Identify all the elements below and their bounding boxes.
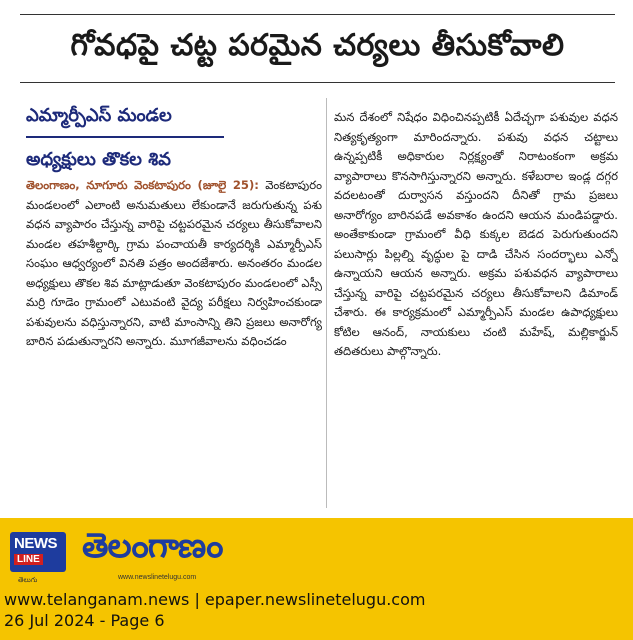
left-column-text: వెంకటాపురం మండలంలో ఎలాంటి అనుమతులు లేకుండానే జరుగుతున్న పశు వధన వ్యాపారం చేస్తున్న వారిపై చట్టపరమైన చర్యలు తీసుకోవాలని మండల తహశీల్దార్కి గ్రామ పంచాయతీ కార్యదర్శికి ఎమ్మార్పీఎస్ సంఘం ఆధ్వర్యంలో వినతి పత్రం అందజేశారు. అనంతరం మండల అధ్యక్షులు తొకల శివ మాట్లాడుతూ వెంకటాపురం మండలంలో ఎస్సీ మర్రి గూడెం గ్రామంలో ఎటువంటి వైద్య పరీక్షలు నిర్వహించకుండా పశువులను వధిస్తున్నారని, వాటి మాంసాన్ని తిని ప్రజలు అనారోగ్య బారిన పడుతున్నారని అన్నారు. మూగజీవాలను వధించడం [26, 178, 322, 348]
logo-url: www.newslinetelugu.com [118, 574, 197, 581]
newsline-logo[interactable] [10, 532, 66, 572]
headline-rule [20, 82, 615, 83]
subheading-line2: అధ్యక్షులు తొకల శివ [26, 149, 171, 170]
right-column [334, 108, 618, 506]
subheading [26, 98, 326, 178]
logo-news-text: NEWS [14, 535, 57, 552]
news-article [20, 14, 618, 506]
footer-banner [0, 518, 633, 640]
subheading-bar [26, 136, 224, 138]
headline: గోవధపై చట్ట పరమైన చర్యలు తీసుకోవాలి [70, 28, 565, 63]
right-column-text: మన దేశంలో నిషేధం విధించినప్పటికీ ఏదేచ్ఛగా పశువుల వధన నిత్యకృత్యంగా మారిందన్నారు. పశువు వధన చట్టాలు ఉన్నప్పటికీ అధికారుల నిర్లక్ష్యంతో నిరాటంకంగా అక్రమ వ్యాపారాలు కొనసాగిస్తున్నారని అన్నారు. కళేబరాల ఇండ్ల దగ్గర వదలటంతో దుర్వాసన వస్తుందని దీనితో గ్రామ ప్రజలు అనారోగ్యం బారినపడే అవకాశం ఉందని ఆయన మండిపడ్డారు. అంతేకాకుండా గ్రామంలో వీధి కుక్కల బెడద పెరుగుతుందని పలుసార్లు పిల్లల్ని వృద్ధుల పై దాడి చేసిన సందర్భాలు ఎన్నో ఉన్నాయని ఆయన అన్నారు. అక్రమ పశువధన వ్యాపారాలు చేస్తున్న వారిపై చట్టపరమైన చర్యలు తీసుకోవాలని డిమాండ్ చేశారు. ఈ కార్యక్రమంలో ఎమ్మార్పీఎస్ మండల ఉపాధ్యక్షులు కోటిల ఆనంద్, నాయకులు చంటి మహేష్, మల్లికార్జున్ తదితరులు పాల్గొన్నారు. [334, 110, 618, 358]
footer-date-page: 26 Jul 2024 - Page 6 [4, 611, 165, 630]
logo-line-text: LINE [14, 554, 43, 565]
column-divider [326, 98, 327, 508]
left-column [26, 176, 322, 506]
dateline: తెలంగాణం, నూగూరు వెంకటాపురం (జూలై 25): [26, 178, 259, 192]
telanganam-logo[interactable]: తెలంగాణం [82, 526, 223, 566]
footer-links[interactable]: www.telanganam.news | epaper.newslinetelugu.com [4, 590, 426, 609]
subheading-line1: ఎమ్మార్పీఎస్ మండల [26, 105, 172, 126]
logo-subtext: తెలుగు [18, 576, 38, 584]
